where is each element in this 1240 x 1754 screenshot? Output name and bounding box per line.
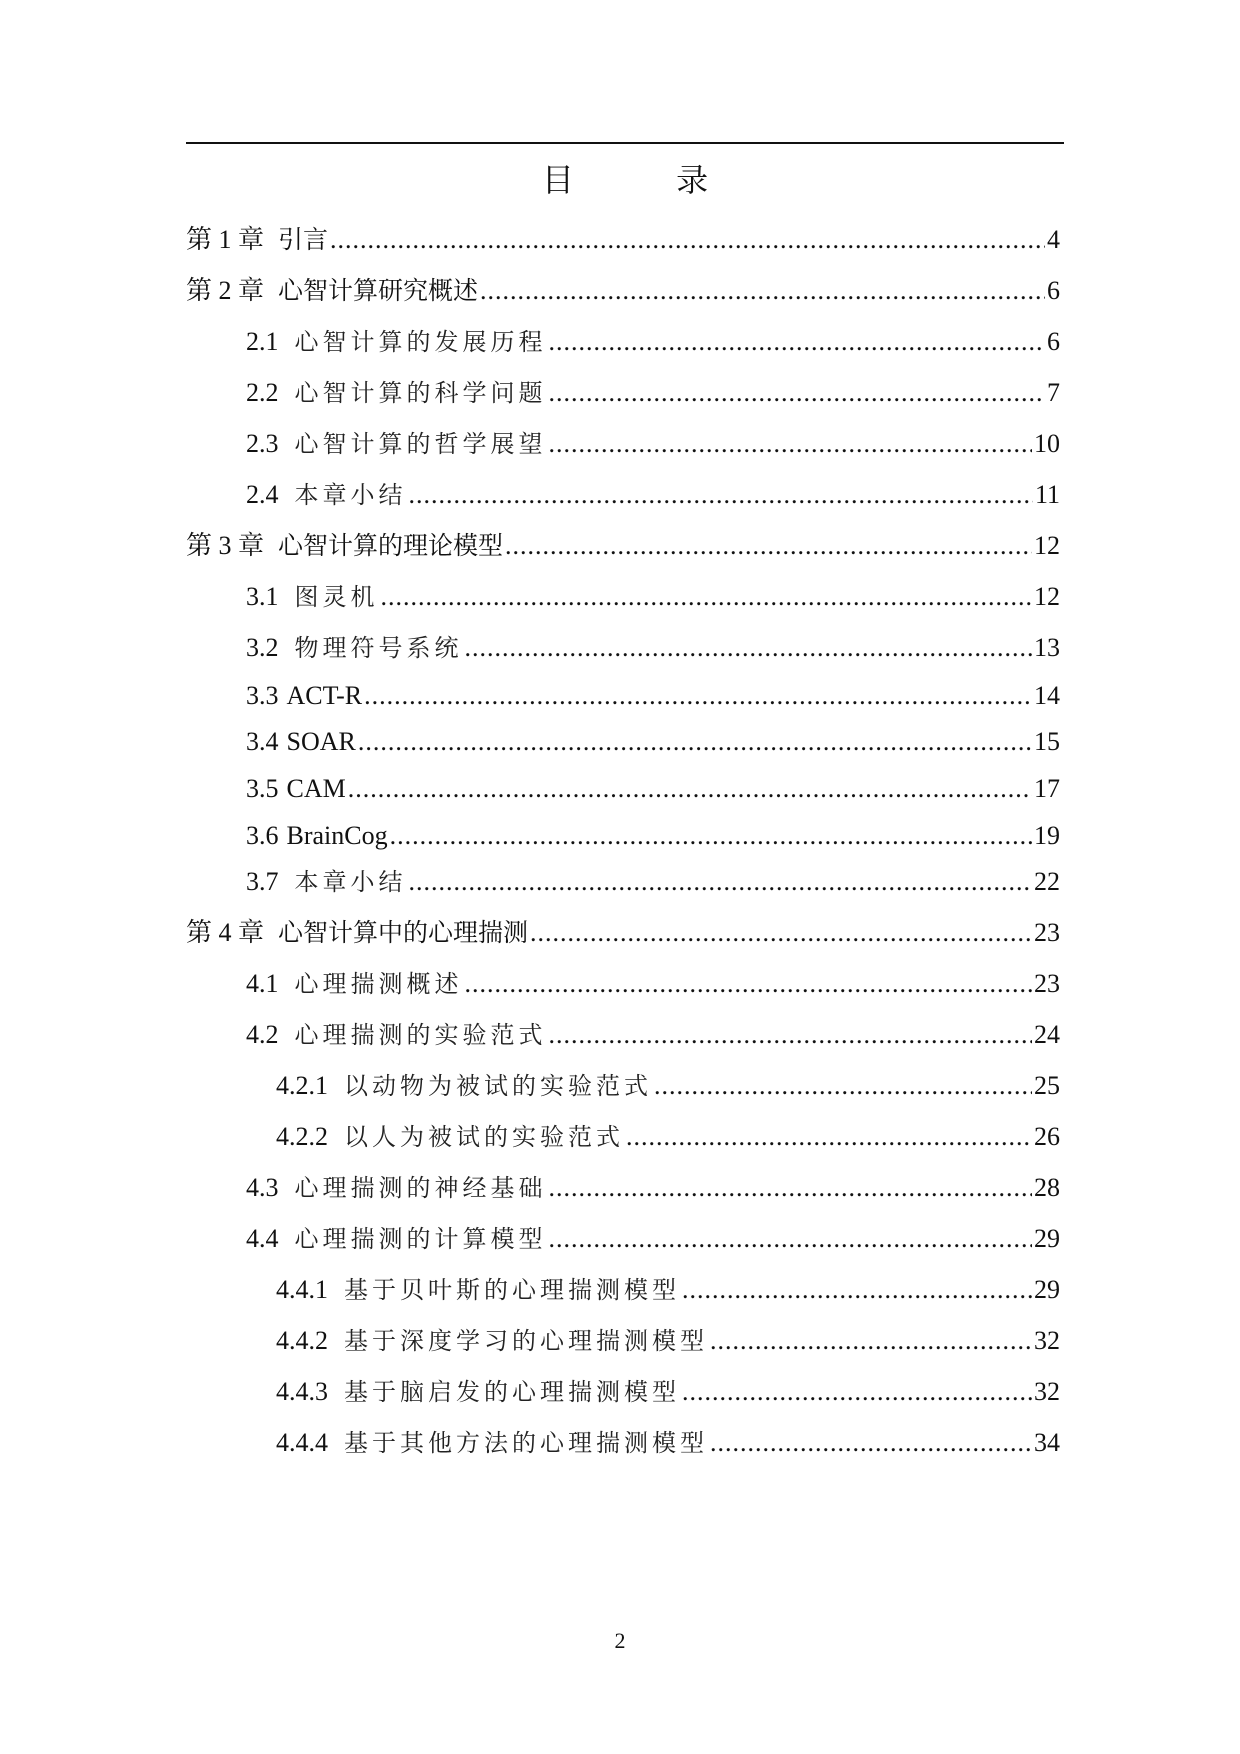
toc-entry-number: 4.3 <box>246 1173 279 1202</box>
toc-entry-number: 3.6 <box>246 821 279 850</box>
dot-leader <box>549 373 1046 413</box>
toc-entry-page: 25 <box>1034 1071 1060 1100</box>
toc-entry[interactable] <box>276 1270 1060 1310</box>
dot-leader <box>549 322 1046 362</box>
dot-leader <box>381 577 1033 617</box>
toc-entry-title: CAM <box>286 774 346 803</box>
dot-leader <box>465 964 1033 1004</box>
toc-entry-title: 心智计算的科学问题 <box>294 379 547 407</box>
table-of-contents <box>186 0 1060 1600</box>
toc-entry[interactable] <box>246 373 1060 413</box>
toc-entry-number: 4.4.2 <box>276 1326 328 1355</box>
toc-entry[interactable] <box>246 577 1060 617</box>
dot-leader <box>530 913 1032 953</box>
toc-entry[interactable] <box>246 628 1060 668</box>
toc-entry[interactable] <box>186 526 1060 566</box>
toc-entry-page: 22 <box>1034 867 1060 896</box>
toc-entry-page: 12 <box>1034 531 1060 560</box>
toc-entry-page: 6 <box>1047 276 1060 305</box>
toc-entry-number: 2.4 <box>246 480 279 509</box>
toc-entry-number: 第 1 章 <box>186 225 265 254</box>
dot-leader <box>364 676 1032 716</box>
dot-leader <box>390 816 1032 856</box>
toc-entry[interactable] <box>246 322 1060 362</box>
toc-heading: 目 录 <box>541 161 755 199</box>
toc-entry-number: 4.1 <box>246 969 279 998</box>
toc-entry[interactable] <box>276 1423 1060 1463</box>
toc-entry-title: 心理揣测的神经基础 <box>294 1174 547 1202</box>
toc-entry-title: 心理揣测概述 <box>294 970 463 998</box>
dot-leader <box>682 1372 1032 1412</box>
dot-leader <box>549 424 1033 464</box>
dot-leader <box>348 769 1032 809</box>
toc-entry-number: 2.3 <box>246 429 279 458</box>
toc-entry[interactable] <box>246 964 1060 1004</box>
toc-entry-number: 4.2 <box>246 1020 279 1049</box>
toc-entry-number: 第 2 章 <box>186 276 265 305</box>
dot-leader <box>682 1270 1032 1310</box>
toc-entry-page: 34 <box>1034 1428 1060 1457</box>
toc-entry-number: 4.2.1 <box>276 1071 328 1100</box>
dot-leader <box>710 1321 1032 1361</box>
toc-entry[interactable] <box>246 424 1060 464</box>
toc-entry-title: 心智计算的发展历程 <box>294 328 547 356</box>
toc-entry-number: 4.4.4 <box>276 1428 328 1457</box>
toc-entry-page: 11 <box>1034 480 1060 509</box>
dot-leader <box>358 722 1032 762</box>
toc-entry[interactable] <box>246 1168 1060 1208</box>
toc-entry-number: 4.4.1 <box>276 1275 328 1304</box>
toc-entry-page: 19 <box>1034 821 1060 850</box>
dot-leader <box>465 628 1033 668</box>
toc-entry-title: 心智计算中的心理揣测 <box>278 918 529 947</box>
toc-entry[interactable] <box>246 1015 1060 1055</box>
toc-entry[interactable] <box>276 1372 1060 1412</box>
toc-entry-title: ACT-R <box>286 681 363 710</box>
dot-leader <box>330 220 1045 260</box>
toc-entry[interactable] <box>186 913 1060 953</box>
dot-leader <box>654 1066 1032 1106</box>
page-number: 2 <box>614 1628 626 1653</box>
dot-leader <box>549 1015 1033 1055</box>
toc-entry-title: 心理揣测的实验范式 <box>294 1021 547 1049</box>
toc-entry-number: 第 4 章 <box>186 918 265 947</box>
toc-entry-number: 4.4.3 <box>276 1377 328 1406</box>
toc-entry[interactable] <box>276 1066 1060 1106</box>
toc-entry-number: 2.1 <box>246 327 279 356</box>
dot-leader <box>505 526 1032 566</box>
toc-entry[interactable] <box>246 1219 1060 1259</box>
toc-entry[interactable] <box>246 475 1060 515</box>
toc-entry[interactable] <box>246 769 1060 809</box>
toc-entry-title: 引言 <box>278 225 329 254</box>
toc-entry-title: 基于脑启发的心理揣测模型 <box>344 1378 680 1406</box>
toc-entry[interactable] <box>246 816 1060 856</box>
dot-leader <box>710 1423 1032 1463</box>
toc-entry[interactable] <box>246 862 1060 902</box>
toc-entry-page: 29 <box>1034 1224 1060 1253</box>
toc-entry-page: 32 <box>1034 1326 1060 1355</box>
toc-entry-page: 15 <box>1034 727 1060 756</box>
toc-entry[interactable] <box>276 1117 1060 1157</box>
toc-entry-page: 28 <box>1034 1173 1060 1202</box>
toc-entry-page: 7 <box>1047 378 1060 407</box>
toc-entry-title: 基于其他方法的心理揣测模型 <box>344 1429 708 1457</box>
toc-entry-page: 10 <box>1034 429 1060 458</box>
toc-entry-number: 3.5 <box>246 774 279 803</box>
toc-entry-number: 3.4 <box>246 727 279 756</box>
toc-entry-page: 12 <box>1034 582 1060 611</box>
dot-leader <box>409 862 1033 902</box>
toc-entry-number: 2.2 <box>246 378 279 407</box>
toc-entry-title: 基于深度学习的心理揣测模型 <box>344 1327 708 1355</box>
toc-entry-page: 24 <box>1034 1020 1060 1049</box>
toc-entry-title: 图灵机 <box>294 583 379 611</box>
toc-entry-title: 本章小结 <box>294 481 407 509</box>
toc-entry-title: 心智计算研究概述 <box>278 276 479 305</box>
toc-entry[interactable] <box>246 676 1060 716</box>
toc-entry-title: 本章小结 <box>294 868 407 896</box>
toc-entry-page: 4 <box>1047 225 1060 254</box>
toc-entry-title: 物理符号系统 <box>294 634 463 662</box>
toc-entry-page: 17 <box>1034 774 1060 803</box>
dot-leader <box>549 1168 1033 1208</box>
toc-entry-page: 13 <box>1034 633 1060 662</box>
toc-entry-number: 第 3 章 <box>186 531 265 560</box>
toc-entry-number: 3.2 <box>246 633 279 662</box>
toc-entry-number: 4.2.2 <box>276 1122 328 1151</box>
toc-entry[interactable] <box>186 220 1060 260</box>
toc-entry-page: 14 <box>1034 681 1060 710</box>
toc-entry-page: 32 <box>1034 1377 1060 1406</box>
toc-entry[interactable] <box>186 271 1060 311</box>
toc-entry-number: 3.7 <box>246 867 279 896</box>
toc-entry-page: 6 <box>1047 327 1060 356</box>
dot-leader <box>549 1219 1033 1259</box>
toc-entry-title: BrainCog <box>286 821 388 850</box>
toc-entry-title: 心理揣测的计算模型 <box>294 1225 547 1253</box>
toc-entry-title: 基于贝叶斯的心理揣测模型 <box>344 1276 680 1304</box>
dot-leader <box>409 475 1033 515</box>
toc-entry-page: 29 <box>1034 1275 1060 1304</box>
toc-entry-title: 以动物为被试的实验范式 <box>344 1072 652 1100</box>
toc-entry-title: 心智计算的理论模型 <box>278 531 504 560</box>
dot-leader <box>626 1117 1032 1157</box>
toc-entry-title: SOAR <box>286 727 356 756</box>
toc-entry-number: 3.1 <box>246 582 279 611</box>
toc-entry[interactable] <box>246 722 1060 762</box>
toc-entry[interactable] <box>276 1321 1060 1361</box>
toc-entry-page: 23 <box>1034 969 1060 998</box>
toc-entry-number: 4.4 <box>246 1224 279 1253</box>
toc-entry-number: 3.3 <box>246 681 279 710</box>
toc-entry-page: 26 <box>1034 1122 1060 1151</box>
toc-entry-page: 23 <box>1034 918 1060 947</box>
toc-entry-title: 心智计算的哲学展望 <box>294 430 547 458</box>
dot-leader <box>480 271 1045 311</box>
toc-entry-title: 以人为被试的实验范式 <box>344 1123 624 1151</box>
